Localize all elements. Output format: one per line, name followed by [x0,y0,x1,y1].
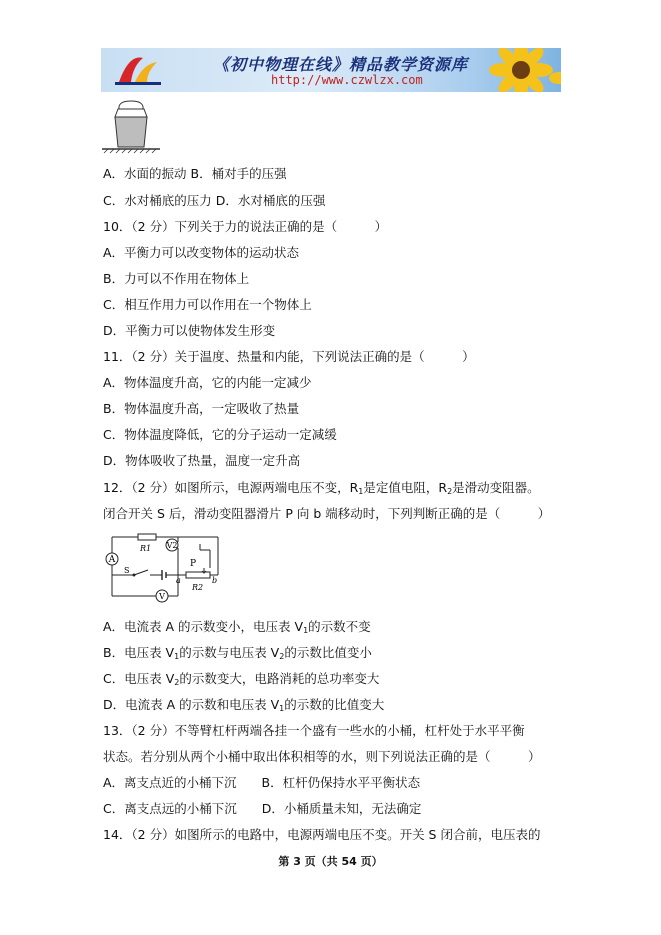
q12-option-b: B．电压表 $V_1$的示数与电压表 $V_2$的示数比值变小 [103,645,372,661]
q10-stem: 10．（2 分）下列关于力的说法正确的是（ ） [103,219,388,234]
slider-p-label: P [190,559,197,569]
q12-stem: 12．（2 分）如图所示，电源两端电压不变，$R_1$是定值电阻，$R_2$是滑动变阻器。 [103,480,540,496]
q10-option-b: B．力可以不作用在物体上 [103,271,250,286]
page-footer: 第 3 页（共 54 页） [278,855,383,868]
q11-option-d: D．物体吸收了热量，温度一定升高 [103,453,301,468]
circuit-diagram [100,530,224,610]
q9-options-ab: A．水面的振动 B．桶对手的压强 [103,166,287,181]
bucket-figure [100,97,162,157]
sunflower-icon [441,48,561,92]
q9-options-cd: C．水对桶底的压力 D．水对桶底的压强 [103,193,326,208]
q12-option-a: A．电流表 A 的示数变小，电压表 $V_1$的示数不变 [103,619,371,635]
q13-stem: 13．（2 分）不等臂杠杆两端各挂一个盛有一些水的小桶，杠杆处于水平平衡 [103,723,525,738]
q13-stem-line2: 状态。若分别从两个小桶中取出体积相等的水，则下列说法正确的是（ ） [103,749,541,764]
q12-stem-line2: 闭合开关 S 后，滑动变阻器滑片 P 向 b 端移动时，下列判断正确的是（ ） [103,506,551,521]
q11-option-b: B．物体温度升高，一定吸收了热量 [103,401,300,416]
q11-option-c: C．物体温度降低，它的分子运动一定减缓 [103,427,337,442]
q13-options-cd: C．离支点远的小桶下沉 D．小桶质量未知，无法确定 [103,801,422,816]
q12-option-d: D．电流表 A 的示数和电压表 $V_1$的示数的比值变大 [103,697,385,713]
q14-stem: 14．（2 分）如图所示的电路中，电源两端电压不变。开关 S 闭合前，电压表的 [103,827,541,842]
ammeter-label: A [108,555,116,565]
end-b-label: b [212,576,218,585]
banner-url: http://www.czwlzx.com [271,73,423,87]
q11-stem: 11．（2 分）关于温度、热量和内能，下列说法正确的是（ ） [103,349,475,364]
q13-options-ab: A．离支点近的小桶下沉 B．杠杆仍保持水平平衡状态 [103,775,421,790]
voltmeter-v1-label: V [159,592,165,601]
q11-option-a: A．物体温度升高，它的内能一定减少 [103,375,312,390]
header-banner [101,48,561,92]
site-logo-icon [109,52,179,88]
end-a-label: a [176,576,181,585]
banner-title: 《初中物理在线》精品教学资源库 [213,55,469,74]
q12-option-c: C．电压表 $V_2$的示数变大，电路消耗的总功率变大 [103,671,380,687]
r1-label: R1 [140,544,152,553]
q10-option-c: C．相互作用力可以作用在一个物体上 [103,297,312,312]
r2-label: R2 [192,583,204,592]
q10-option-d: D．平衡力可以使物体发生形变 [103,323,276,338]
voltmeter-v2-label: V2 [166,541,178,550]
q10-option-a: A．平衡力可以改变物体的运动状态 [103,245,300,260]
switch-label: S [124,566,130,575]
